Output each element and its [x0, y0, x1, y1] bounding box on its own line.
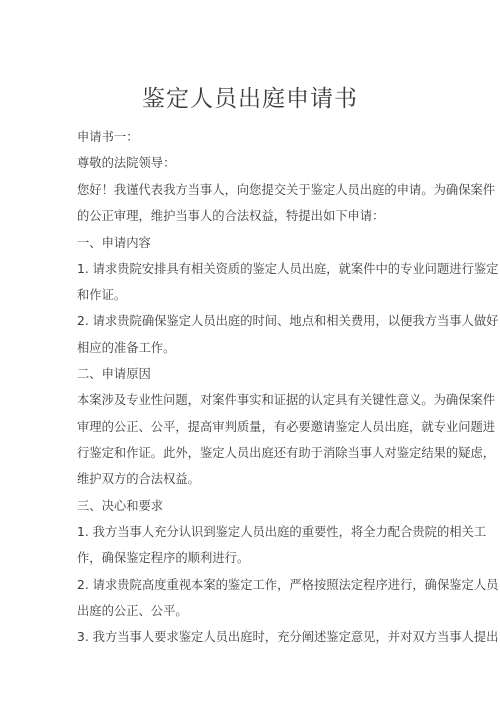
resolve-item-2-line-2: 出庭的公正、公平。	[77, 604, 188, 618]
content-item-1-line-2: 和作证。	[77, 288, 127, 302]
reason-line-2: 审理的公正、公平，提高审判质量，有必要邀请鉴定人员出庭，就专业问题进	[77, 420, 496, 434]
section-heading-resolve: 三、决心和要求	[77, 499, 164, 513]
intro-line-2: 的公正审理，维护当事人的合法权益，特提出如下申请：	[77, 209, 385, 223]
section-heading-content: 一、申请内容	[77, 236, 151, 250]
resolve-item-3-line-1: 3. 我方当事人要求鉴定人员出庭时，充分阐述鉴定意见，并对双方当事人提出	[77, 630, 499, 644]
resolve-item-1-line-1: 1. 我方当事人充分认识到鉴定人员出庭的重要性，将全力配合贵院的相关工	[77, 525, 487, 539]
content-item-1-line-1: 1. 请求贵院安排具有相关资质的鉴定人员出庭，就案件中的专业问题进行鉴定	[77, 262, 499, 276]
reason-line-4: 维护双方的合法权益。	[77, 472, 200, 486]
content-item-2-line-1: 2. 请求贵院确保鉴定人员出庭的时间、地点和相关费用，以便我方当事人做好	[77, 314, 499, 328]
intro-line-1: 您好！我谨代表我方当事人，向您提交关于鉴定人员出庭的申请。为确保案件	[77, 183, 496, 197]
reason-line-1: 本案涉及专业性问题，对案件事实和证据的认定具有关键性意义。为确保案件	[77, 393, 496, 407]
salutation: 尊敬的法院领导：	[77, 156, 176, 170]
section-heading-reason: 二、申请原因	[77, 367, 151, 381]
resolve-item-1-line-2: 作，确保鉴定程序的顺利进行。	[77, 551, 250, 565]
document-title: 鉴定人员出庭申请书	[142, 86, 358, 112]
salutation-heading: 申请书一：	[77, 130, 139, 144]
resolve-item-2-line-1: 2. 请求贵院高度重视本案的鉴定工作，严格按照法定程序进行，确保鉴定人员	[77, 578, 499, 592]
reason-line-3: 行鉴定和作证。此外，鉴定人员出庭还有助于消除当事人对鉴定结果的疑虑，	[77, 446, 496, 460]
content-item-2-line-2: 相应的准备工作。	[77, 341, 176, 355]
